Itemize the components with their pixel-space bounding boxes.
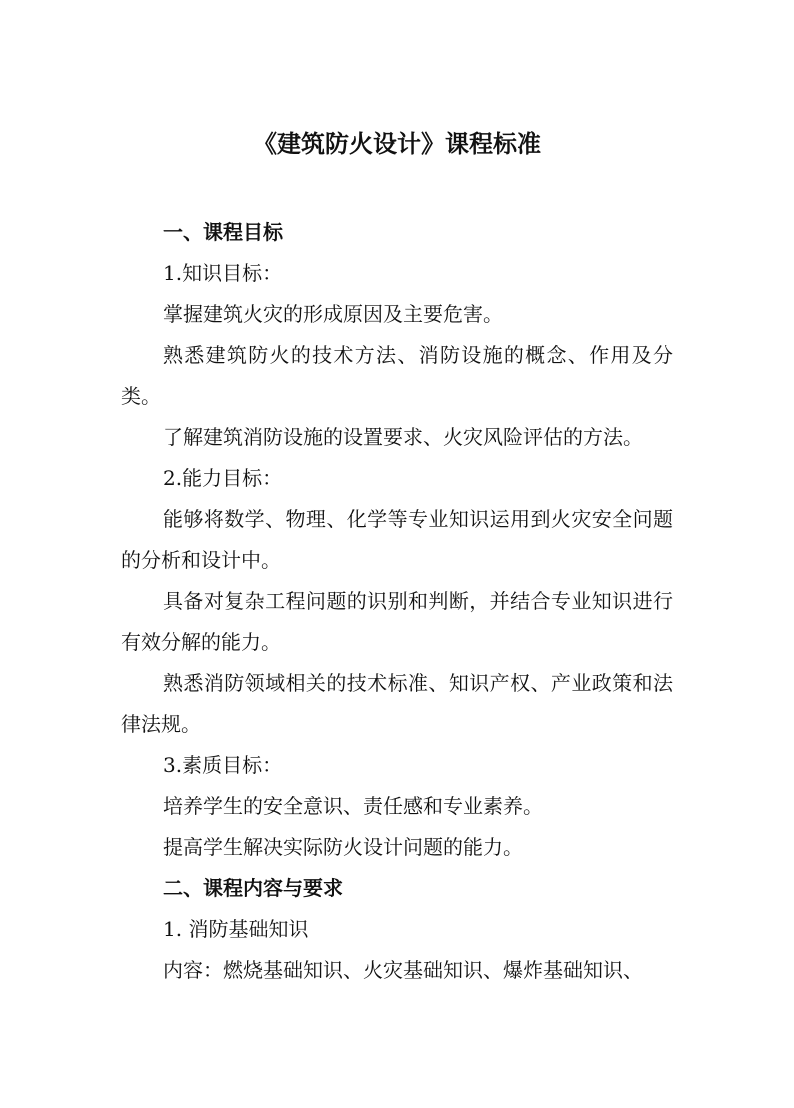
subsection-fire-basics: 1. 消防基础知识 <box>163 917 309 941</box>
paragraph-knowledge-1: 掌握建筑火灾的形成原因及主要危害。 <box>163 302 503 326</box>
subsection-knowledge-objectives: 1.知识目标： <box>163 261 283 285</box>
paragraph-knowledge-3: 了解建筑消防设施的设置要求、火灾风险评估的方法。 <box>163 425 643 449</box>
paragraph-ability-1: 能够将数学、物理、化学等专业知识运用到火灾安全问题的分析和设计中。 <box>121 507 673 572</box>
paragraph-ability-3: 熟悉消防领域相关的技术标准、知识产权、产业政策和法律法规。 <box>121 671 673 736</box>
paragraph-fire-basics-content: 内容：燃烧基础知识、火灾基础知识、爆炸基础知识、 <box>163 958 643 982</box>
paragraph-knowledge-2: 熟悉建筑防火的技术方法、消防设施的概念、作用及分类。 <box>121 343 673 408</box>
section-heading-course-objectives: 一、课程目标 <box>163 220 283 244</box>
paragraph-quality-2: 提高学生解决实际防火设计问题的能力。 <box>163 835 523 859</box>
subsection-quality-objectives: 3.素质目标： <box>163 753 283 777</box>
section-heading-course-content: 二、课程内容与要求 <box>163 876 343 900</box>
paragraph-ability-2: 具备对复杂工程问题的识别和判断，并结合专业知识进行有效分解的能力。 <box>121 589 673 654</box>
paragraph-quality-1: 培养学生的安全意识、责任感和专业素养。 <box>163 794 543 818</box>
document-title: 《建筑防火设计》课程标准 <box>253 129 541 158</box>
document-body <box>121 212 673 991</box>
subsection-ability-objectives: 2.能力目标： <box>163 466 283 490</box>
